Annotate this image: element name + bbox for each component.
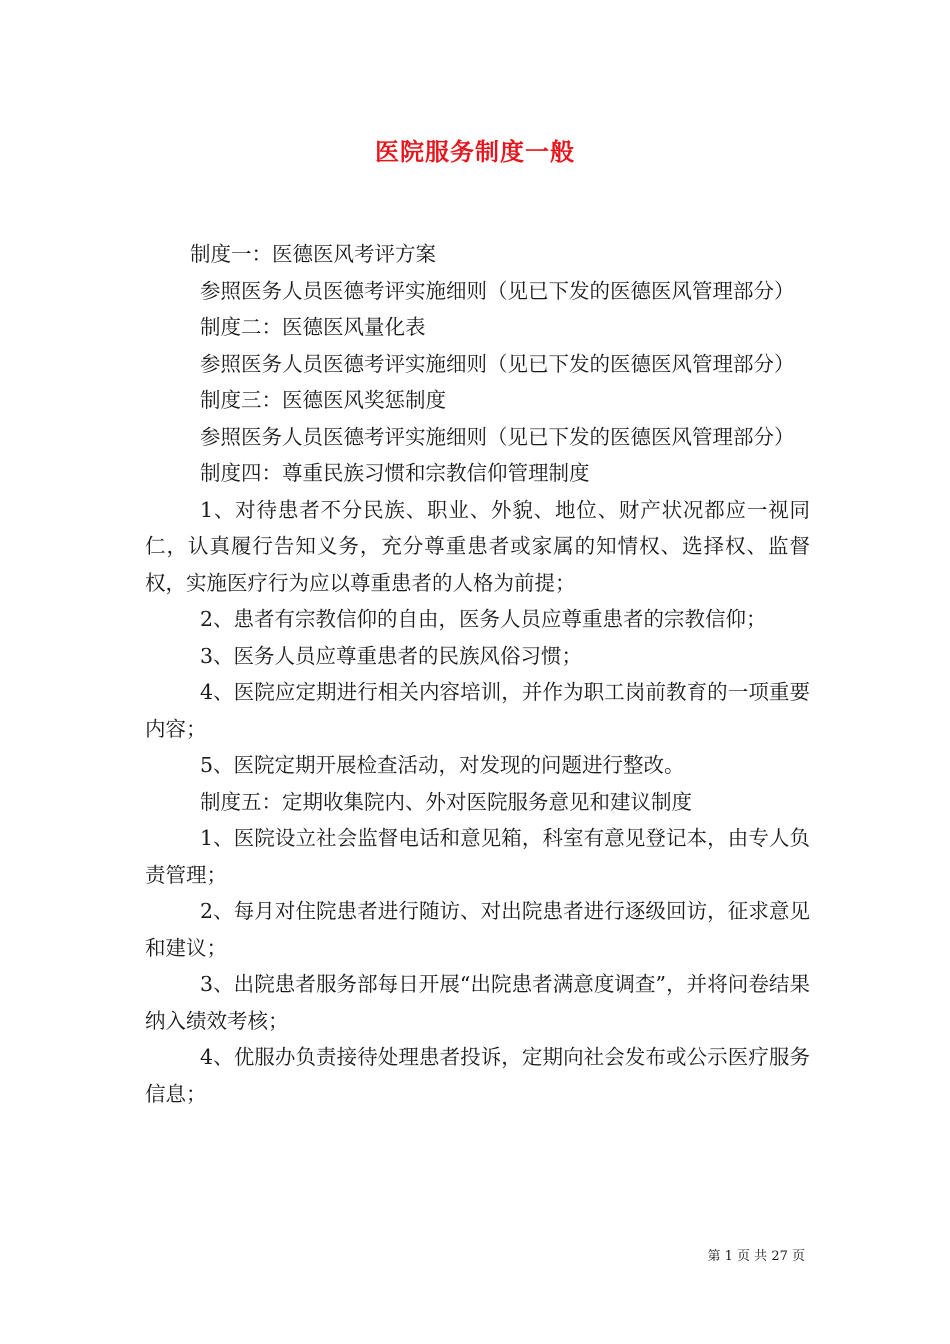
paragraph: 参照医务人员医德考评实施细则（见已下发的医德医风管理部分） bbox=[200, 424, 795, 449]
section-heading-1: 制度一：医德医风考评方案 bbox=[190, 242, 436, 266]
list-item: 4、医院应定期进行相关内容培训，并作为职工岗前教育的一项重要内容； bbox=[145, 680, 810, 741]
list-item: 3、出院患者服务部每日开展“出院患者满意度调查”，并将问卷结果纳入绩效考核； bbox=[145, 972, 810, 1033]
list-item: 5、医院定期开展检查活动，对发现的问题进行整改。 bbox=[200, 753, 685, 777]
list-item: 4、优服办负责接待处理患者投诉，定期向社会发布或公示医疗服务信息； bbox=[145, 1045, 810, 1106]
list-item: 3、医务人员应尊重患者的民族风俗习惯； bbox=[200, 643, 583, 668]
paragraph: 参照医务人员医德考评实施细则（见已下发的医德医风管理部分） bbox=[200, 278, 795, 303]
list-item: 2、患者有宗教信仰的自由，医务人员应尊重患者的宗教信仰； bbox=[200, 607, 767, 631]
list-item: 2、每月对住院患者进行随访、对出院患者进行逐级回访，征求意见和建议； bbox=[145, 899, 810, 960]
list-item: 1、对待患者不分民族、职业、外貌、地位、财产状况都应一视同仁，认真履行告知义务，充分尊重患者或家属的知情权、选择权、监督权，实施医疗行为应以尊重患者的人格为前提； bbox=[145, 497, 810, 595]
list-item: 1、医院设立社会监督电话和意见箱，科室有意见登记本，由专人负责管理； bbox=[145, 826, 810, 887]
section-heading-5: 制度五：定期收集院内、外对医院服务意见和建议制度 bbox=[200, 789, 692, 814]
section-heading-2: 制度二：医德医风量化表 bbox=[200, 315, 426, 339]
document-title: 医院服务制度一般 bbox=[375, 137, 575, 166]
document-body bbox=[145, 236, 810, 1112]
section-heading-4: 制度四：尊重民族习惯和宗教信仰管理制度 bbox=[200, 461, 590, 485]
section-heading-3: 制度三：医德医风奖惩制度 bbox=[200, 388, 446, 412]
page-number: 第 1 页 共 27 页 bbox=[707, 1249, 805, 1264]
paragraph: 参照医务人员医德考评实施细则（见已下发的医德医风管理部分） bbox=[200, 351, 795, 376]
